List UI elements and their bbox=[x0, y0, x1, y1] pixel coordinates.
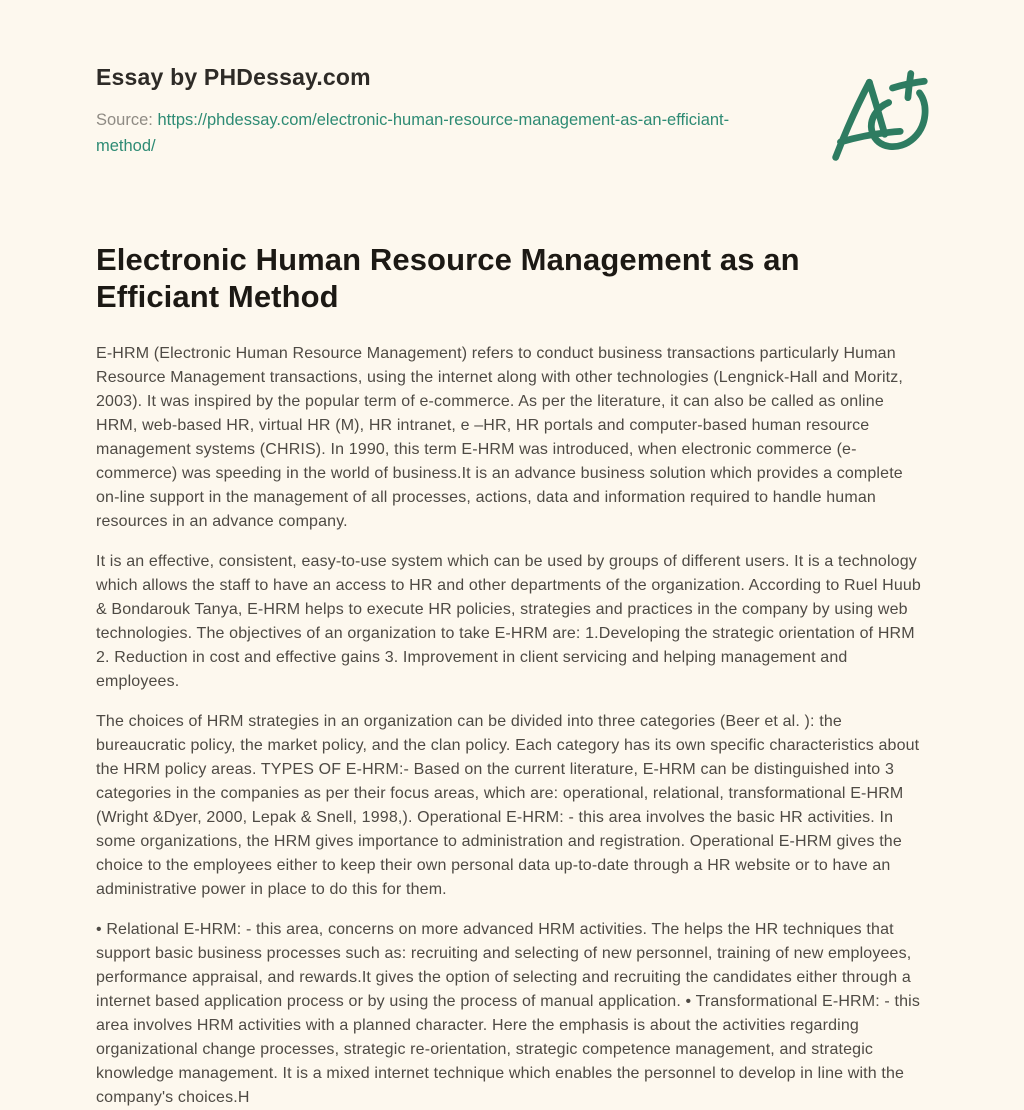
essay-paragraph: The choices of HRM strategies in an organization can be divided into three categories (Beer et al. ): the bureaucratic policy, the market policy, and the clan policy. Each category has its own specific characteristics about the HRM policy areas. TYPES OF E-HRM:- Based on the current literature, E-HRM can be distinguished into 3 categories in the companies as per their focus areas, which are: operational, relational, transformational E-HRM (Wright &Dyer, 2000, Lepak & Snell, 1998,). Operational E-HRM: - this area involves the basic HR activities. In some organizations, the HRM gives importance to administration and registration. Operational E-HRM gives the choice to the employees either to keep their own personal data up-to-date through a HR website or to have an administrative power in place to do this for them. bbox=[96, 713, 920, 898]
essay-paragraph: It is an effective, consistent, easy-to-use system which can be used by groups of different users. It is a technology which allows the staff to have an access to HR and other departments of the organization. According to Ruel Huub & Bondarouk Tanya, E-HRM helps to execute HR policies, strategies and practices in the company by using web technologies. The objectives of an organization to take E-HRM are: 1.Developing the strategic orientation of HRM 2. Reduction in cost and effective gains 3. Improvement in client servicing and helping management and employees. bbox=[96, 553, 921, 690]
source-link[interactable]: https://phdessay.com/electronic-human-resource-management-as-an-efficiant-method/ bbox=[96, 111, 730, 155]
header-text-block bbox=[96, 64, 772, 159]
a-plus-logo-icon bbox=[826, 66, 932, 164]
page-header bbox=[96, 0, 928, 169]
essay-paragraph: E-HRM (Electronic Human Resource Management) refers to conduct business transactions particularly Human Resource Management transactions, using the internet along with other technologies (Lengnick-Hall and Moritz, 2003). It was inspired by the popular term of e-commerce. As per the literature, it can also be called as online HRM, web-based HR, virtual HR (M), HR intranet, e –HR, HR portals and computer-based human resource management systems (CHRIS). In 1990, this term E-HRM was introduced, when electronic commerce (e-commerce) was speeding in the world of business.It is an advance business solution which provides a complete on-line support in the management of all processes, actions, data and information required to handle human resources in an advance company. bbox=[96, 345, 904, 530]
essay-body bbox=[96, 342, 928, 1110]
source-line bbox=[96, 107, 772, 159]
essay-byline: Essay by PHDessay.com bbox=[96, 64, 371, 90]
source-label: Source: bbox=[96, 111, 153, 129]
phdessay-logo bbox=[826, 66, 932, 169]
essay-title: Electronic Human Resource Management as an Efficiant Method bbox=[96, 242, 800, 314]
essay-paragraph: • Relational E-HRM: - this area, concerns on more advanced HRM activities. The helps the HR techniques that support basic business processes such as: recruiting and selecting of new personnel, training of new employees, performance appraisal, and rewards.It gives the option of selecting and recruiting the candidates either through a internet based application process or by using the process of manual application. • Transformational E-HRM: - this area involves HRM activities with a planned character. Here the emphasis is about the activities regarding organizational change processes, strategic re-orientation, strategic competence management, and strategic knowledge management. It is a mixed internet technique which enables the personnel to develop in line with the company's choices.H bbox=[96, 921, 920, 1106]
